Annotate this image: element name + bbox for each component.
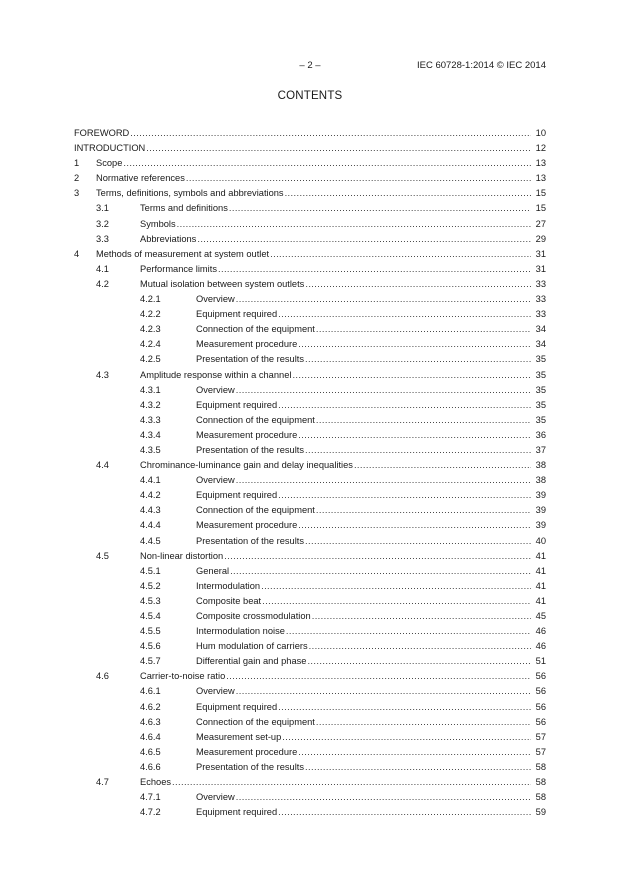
toc-entry[interactable] xyxy=(74,549,546,564)
toc-entry[interactable] xyxy=(74,307,546,322)
toc-entry-page: 41 xyxy=(535,565,546,576)
dot-leader xyxy=(298,745,531,760)
toc-entry-number: 4.2.5 xyxy=(140,354,161,365)
toc-entry[interactable] xyxy=(74,503,546,518)
dot-leader xyxy=(305,534,531,549)
toc-entry-title: Overview xyxy=(196,384,235,395)
toc-entry-page: 56 xyxy=(535,686,546,697)
toc-entry-number: 4.5.5 xyxy=(140,626,161,637)
toc-entry-title: Normative references xyxy=(96,173,185,184)
toc-entry-number: 4.3.3 xyxy=(140,414,161,425)
toc-entry-number: 4.6.6 xyxy=(140,761,161,772)
toc-entry-page: 33 xyxy=(535,309,546,320)
dot-leader xyxy=(316,322,531,337)
toc-entry-title: Overview xyxy=(196,475,235,486)
toc-entry-title: Connection of the equipment xyxy=(196,716,315,727)
toc-entry[interactable] xyxy=(74,186,546,201)
toc-entry-title: Equipment required xyxy=(196,490,278,501)
toc-entry-page: 13 xyxy=(535,158,546,169)
dot-leader xyxy=(316,413,531,428)
toc-entry-title: Measurement procedure xyxy=(196,520,298,531)
dot-leader xyxy=(278,805,531,820)
toc-entry[interactable] xyxy=(74,277,546,292)
dot-leader xyxy=(292,368,531,383)
dot-leader xyxy=(316,715,531,730)
toc-entry-page: 59 xyxy=(535,807,546,818)
toc-entry-page: 15 xyxy=(535,203,546,214)
toc-entry[interactable] xyxy=(74,579,546,594)
dot-leader xyxy=(186,171,531,186)
toc-entry-title: Performance limits xyxy=(140,263,217,274)
toc-entry-title: Intermodulation noise xyxy=(196,626,285,637)
dot-leader xyxy=(197,232,531,247)
dot-leader xyxy=(298,428,531,443)
toc-entry[interactable] xyxy=(74,700,546,715)
toc-entry-number: 3.3 xyxy=(96,233,109,244)
toc-entry[interactable] xyxy=(74,775,546,790)
toc-entry-page: 58 xyxy=(535,761,546,772)
dot-leader xyxy=(305,443,531,458)
toc-entry-page: 58 xyxy=(535,777,546,788)
dot-leader xyxy=(236,383,531,398)
toc-entry[interactable] xyxy=(74,715,546,730)
toc-entry-number: 4.2.1 xyxy=(140,294,161,305)
toc-entry-page: 51 xyxy=(535,656,546,667)
toc-entry[interactable] xyxy=(74,790,546,805)
dot-leader xyxy=(307,654,531,669)
toc-entry-page: 35 xyxy=(535,414,546,425)
toc-entry[interactable] xyxy=(74,398,546,413)
toc-entry-number: 4.3.2 xyxy=(140,399,161,410)
toc-entry-title: Presentation of the results xyxy=(196,535,305,546)
toc-entry-number: 4.6.2 xyxy=(140,701,161,712)
toc-entry[interactable] xyxy=(74,262,546,277)
toc-entry-number: 4.6.5 xyxy=(140,746,161,757)
dot-leader xyxy=(298,337,531,352)
toc-entry-number: 4.4.5 xyxy=(140,535,161,546)
toc-entry-number: 4.3.4 xyxy=(140,429,161,440)
toc-entry-page: 35 xyxy=(535,384,546,395)
toc-entry-number: 4.5.7 xyxy=(140,656,161,667)
toc-entry-page: 35 xyxy=(535,354,546,365)
toc-entry-title: Equipment required xyxy=(196,309,278,320)
toc-entry[interactable] xyxy=(74,292,546,307)
toc-entry[interactable] xyxy=(74,458,546,473)
toc-entry[interactable] xyxy=(74,624,546,639)
toc-entry-page: 34 xyxy=(535,324,546,335)
toc-entry-page: 41 xyxy=(535,595,546,606)
toc-entry-title: Overview xyxy=(196,686,235,697)
table-of-contents xyxy=(74,126,546,820)
toc-entry[interactable] xyxy=(74,141,546,156)
toc-entry-page: 39 xyxy=(535,505,546,516)
toc-entry[interactable] xyxy=(74,760,546,775)
toc-entry-title: Measurement procedure xyxy=(196,746,298,757)
dot-leader xyxy=(305,352,531,367)
page-title: CONTENTS xyxy=(277,90,343,102)
toc-entry-title: Composite beat xyxy=(196,595,262,606)
toc-entry-title: Equipment required xyxy=(196,807,278,818)
toc-entry-page: 27 xyxy=(535,218,546,229)
toc-entry-title: Presentation of the results xyxy=(196,354,305,365)
toc-entry-title: Methods of measurement at system outlet xyxy=(96,248,270,259)
toc-entry-title: Composite crossmodulation xyxy=(196,611,311,621)
toc-entry[interactable] xyxy=(74,594,546,609)
toc-entry-title: Terms and definitions xyxy=(140,203,228,214)
toc-entry-page: 46 xyxy=(535,641,546,652)
toc-entry-title: Measurement procedure xyxy=(196,429,298,440)
dot-leader xyxy=(305,760,531,775)
toc-entry-page: 57 xyxy=(535,746,546,757)
dot-leader xyxy=(261,579,531,594)
dot-leader xyxy=(229,201,531,216)
toc-entry[interactable] xyxy=(74,156,546,171)
dot-leader xyxy=(278,700,531,715)
toc-entry-title: Overview xyxy=(196,294,235,305)
toc-entry[interactable] xyxy=(74,745,546,760)
toc-entry-number: 1 xyxy=(74,158,80,169)
toc-entry-number: 4.4.2 xyxy=(140,490,161,501)
toc-entry[interactable] xyxy=(74,564,546,579)
toc-entry-number: 4.4.4 xyxy=(140,520,161,531)
dot-leader xyxy=(262,594,531,609)
toc-entry-page: 41 xyxy=(535,550,546,561)
toc-entry[interactable] xyxy=(74,518,546,533)
toc-entry-number: 4.1 xyxy=(96,263,109,274)
toc-entry-title: Chrominance-luminance gain and delay inequalities xyxy=(140,460,353,471)
toc-entry[interactable] xyxy=(74,171,546,186)
toc-entry-page: 56 xyxy=(535,671,546,682)
toc-entry-title: Connection of the equipment xyxy=(196,414,315,425)
toc-entry-number: 4.6.4 xyxy=(140,731,161,742)
dot-leader xyxy=(236,684,531,699)
toc-entry-title: Echoes xyxy=(140,777,172,788)
dot-leader xyxy=(285,186,531,201)
toc-entry[interactable] xyxy=(74,126,546,141)
toc-entry-title: Connection of the equipment xyxy=(196,324,315,335)
toc-entry[interactable] xyxy=(74,654,546,669)
toc-entry-number: 4.4 xyxy=(96,460,109,471)
dot-leader xyxy=(230,564,531,579)
toc-entry[interactable] xyxy=(74,534,546,549)
toc-entry[interactable] xyxy=(74,217,546,232)
toc-entry-title: Scope xyxy=(96,158,123,169)
toc-entry-page: 31 xyxy=(535,248,546,259)
dot-leader xyxy=(305,277,531,292)
toc-entry[interactable] xyxy=(74,201,546,216)
toc-entry-title: Hum modulation of carriers xyxy=(196,641,308,652)
toc-entry[interactable] xyxy=(74,805,546,820)
toc-entry-number: 4.5.1 xyxy=(140,565,161,576)
toc-entry-number: 4.5 xyxy=(96,550,109,561)
toc-entry[interactable] xyxy=(74,247,546,262)
toc-entry-page: 12 xyxy=(535,143,546,154)
toc-entry[interactable] xyxy=(74,368,546,383)
toc-entry-page: 56 xyxy=(535,716,546,727)
toc-entry-number: 3.1 xyxy=(96,203,109,214)
toc-entry[interactable] xyxy=(74,730,546,745)
toc-entry-page: 36 xyxy=(535,429,546,440)
toc-entry-number: 4.4.3 xyxy=(140,505,161,516)
toc-entry-page: 33 xyxy=(535,278,546,289)
toc-entry-title: Carrier-to-noise ratio xyxy=(140,671,226,682)
toc-entry-page: 38 xyxy=(535,460,546,471)
toc-entry-number: 4.4.1 xyxy=(140,475,161,486)
dot-leader xyxy=(278,307,531,322)
toc-entry[interactable] xyxy=(74,669,546,684)
toc-entry-page: 46 xyxy=(535,626,546,637)
toc-entry-page: 39 xyxy=(535,520,546,531)
toc-entry-title: Connection of the equipment xyxy=(196,505,315,516)
toc-entry-number: 2 xyxy=(74,173,80,184)
dot-leader xyxy=(236,292,531,307)
dot-leader xyxy=(130,126,531,141)
toc-entry-page: 37 xyxy=(535,444,546,455)
dot-leader xyxy=(226,669,531,684)
dot-leader xyxy=(146,141,531,156)
toc-entry-page: 29 xyxy=(535,233,546,244)
toc-entry-title: Overview xyxy=(196,792,235,803)
toc-entry-title: Symbols xyxy=(140,218,176,229)
toc-entry[interactable] xyxy=(74,322,546,337)
toc-entry-number: 4.3.5 xyxy=(140,444,161,455)
toc-entry-page: 33 xyxy=(535,294,546,305)
toc-entry[interactable] xyxy=(74,473,546,488)
toc-entry[interactable] xyxy=(74,337,546,352)
dot-leader xyxy=(218,262,531,277)
toc-entry-title: Terms, definitions, symbols and abbreviations xyxy=(96,188,284,199)
toc-entry-title: Differential gain and phase xyxy=(196,656,307,667)
toc-entry-page: 34 xyxy=(535,339,546,350)
toc-entry-number: 4 xyxy=(74,248,80,259)
toc-entry-page: 38 xyxy=(535,475,546,486)
toc-entry-title: Mutual isolation between system outlets xyxy=(140,278,305,289)
toc-entry-page: 40 xyxy=(535,535,546,546)
toc-entry[interactable] xyxy=(74,684,546,699)
toc-entry-number: 4.5.3 xyxy=(140,595,161,606)
toc-entry-page: 58 xyxy=(535,792,546,803)
dot-leader xyxy=(312,609,531,624)
toc-entry-page: 45 xyxy=(535,611,546,621)
dot-leader xyxy=(172,775,531,790)
toc-entry-title: Measurement set-up xyxy=(196,731,282,742)
toc-entry-page: 41 xyxy=(535,580,546,591)
dot-leader xyxy=(236,473,531,488)
toc-entry-page: 35 xyxy=(535,369,546,380)
toc-entry-title: Presentation of the results xyxy=(196,761,305,772)
toc-entry-page: 39 xyxy=(535,490,546,501)
dot-leader xyxy=(309,639,531,654)
toc-entry[interactable] xyxy=(74,383,546,398)
dot-leader xyxy=(278,488,531,503)
toc-entry-page: 35 xyxy=(535,399,546,410)
dot-leader xyxy=(278,398,531,413)
toc-entry-number: 3 xyxy=(74,188,80,199)
toc-entry-page: 10 xyxy=(535,128,546,138)
dot-leader xyxy=(236,790,531,805)
toc-entry[interactable] xyxy=(74,413,546,428)
document-reference: IEC 60728-1:2014 © IEC 2014 xyxy=(416,60,546,71)
toc-entry-number: 4.5.6 xyxy=(140,641,161,652)
toc-entry-number: 3.2 xyxy=(96,218,109,229)
dot-leader xyxy=(224,549,531,564)
toc-entry[interactable] xyxy=(74,443,546,458)
dot-leader xyxy=(286,624,531,639)
toc-entry[interactable] xyxy=(74,609,546,624)
toc-entry[interactable] xyxy=(74,232,546,247)
toc-entry-title: FOREWORD xyxy=(74,128,130,138)
toc-entry-page: 15 xyxy=(535,188,546,199)
toc-entry-title: Non-linear distortion xyxy=(140,550,224,561)
dot-leader xyxy=(123,156,531,171)
toc-entry-page: 31 xyxy=(535,263,546,274)
toc-entry-number: 4.7.1 xyxy=(140,792,161,803)
dot-leader xyxy=(354,458,531,473)
dot-leader xyxy=(298,518,531,533)
dot-leader xyxy=(177,217,531,232)
toc-entry[interactable] xyxy=(74,639,546,654)
toc-entry[interactable] xyxy=(74,352,546,367)
toc-entry-number: 4.3.1 xyxy=(140,384,161,395)
toc-entry-title: Amplitude response within a channel xyxy=(140,369,292,380)
dot-leader xyxy=(282,730,531,745)
toc-entry-title: Presentation of the results xyxy=(196,444,305,455)
toc-entry[interactable] xyxy=(74,488,546,503)
toc-entry-number: 4.7.2 xyxy=(140,807,161,818)
toc-entry[interactable] xyxy=(74,428,546,443)
toc-entry-page: 57 xyxy=(535,731,546,742)
toc-entry-number: 4.5.4 xyxy=(140,611,161,621)
toc-entry-number: 4.2.4 xyxy=(140,339,161,350)
toc-entry-title: Equipment required xyxy=(196,701,278,712)
toc-entry-title: Abbreviations xyxy=(140,233,197,244)
toc-entry-number: 4.6.1 xyxy=(140,686,161,697)
toc-entry-page: 13 xyxy=(535,173,546,184)
dot-leader xyxy=(270,247,531,262)
toc-entry-title: Equipment required xyxy=(196,399,278,410)
toc-entry-title: Intermodulation xyxy=(196,580,261,591)
toc-entry-number: 4.2.3 xyxy=(140,324,161,335)
toc-entry-page: 56 xyxy=(535,701,546,712)
toc-entry-title: INTRODUCTION xyxy=(74,143,146,154)
page-number: – 2 – xyxy=(299,60,321,71)
toc-entry-number: 4.6 xyxy=(96,671,109,682)
toc-entry-number: 4.3 xyxy=(96,369,109,380)
toc-entry-number: 4.2 xyxy=(96,278,109,289)
toc-entry-title: General xyxy=(196,565,230,576)
toc-entry-number: 4.6.3 xyxy=(140,716,161,727)
toc-entry-number: 4.7 xyxy=(96,777,109,788)
dot-leader xyxy=(316,503,531,518)
toc-entry-title: Measurement procedure xyxy=(196,339,298,350)
toc-entry-number: 4.5.2 xyxy=(140,580,161,591)
toc-entry-number: 4.2.2 xyxy=(140,309,161,320)
